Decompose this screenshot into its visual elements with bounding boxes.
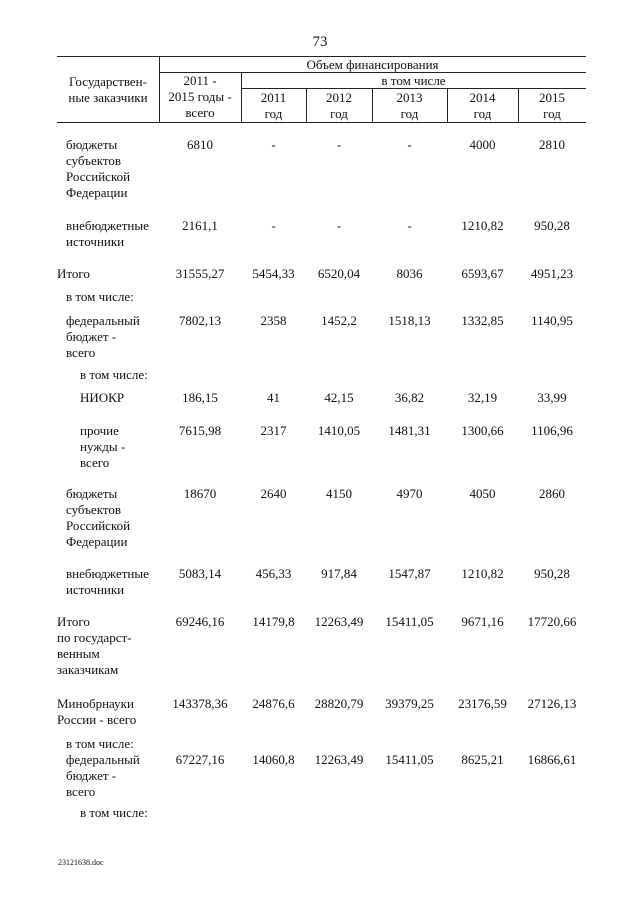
row-label: бюджеты субъектов Российской Федерации (66, 137, 131, 200)
row-value-2012: 12263,49 (314, 614, 364, 629)
row-value-2013: 1547,87 (388, 566, 431, 581)
row-total: 7802,13 (178, 313, 222, 328)
row-value-2012: 12263,49 (314, 752, 364, 767)
row-value-2014: 23176,59 (458, 696, 507, 711)
row-value-2014: 32,19 (467, 390, 498, 405)
row-value-2012: - (336, 218, 342, 233)
row-value-2013: - (407, 137, 412, 152)
row-value-2011: 5454,33 (252, 266, 295, 281)
row-label: в том числе: (80, 367, 148, 382)
including-header: в том числе (381, 73, 446, 88)
row-value-2014: 8625,21 (461, 752, 504, 767)
year-header-2013: 2013 год (396, 90, 423, 121)
total-column-header: 2011 - 2015 годы - всего (168, 73, 232, 120)
row-value-2015: 2810 (539, 137, 565, 152)
row-value-2013: 4970 (396, 486, 423, 501)
year-header-2012: 2012 год (326, 90, 352, 121)
row-value-2012: 6520,04 (317, 266, 361, 281)
document-footer: 23121638.doc (58, 858, 104, 867)
row-value-2011: 14060,8 (252, 752, 295, 767)
row-value-2014: 4000 (469, 137, 496, 152)
row-total: 143378,36 (172, 696, 228, 711)
row-value-2011: 14179,8 (252, 614, 295, 629)
row-total: 67227,16 (175, 752, 225, 767)
row-value-2014: 6593,67 (461, 266, 504, 281)
row-total: 7615,98 (178, 423, 222, 438)
row-value-2012: 28820,79 (314, 696, 364, 711)
row-value-2014: 1300,66 (461, 423, 504, 438)
row-value-2015: 1106,96 (531, 423, 573, 438)
row-label: в том числе: (66, 289, 134, 304)
row-value-2015: 4951,23 (530, 266, 574, 281)
row-value-2011: 41 (267, 390, 280, 405)
row-value-2015: 33,99 (537, 390, 567, 405)
row-total: 2161,1 (182, 218, 218, 233)
row-value-2014: 4050 (469, 486, 496, 501)
row-value-2014: 1210,82 (461, 566, 504, 581)
row-total: 5083,14 (178, 566, 222, 581)
row-value-2014: 1332,85 (461, 313, 504, 328)
row-value-2013: 15411,05 (385, 614, 434, 629)
row-value-2015: 950,28 (534, 566, 570, 581)
row-value-2011: - (271, 137, 276, 152)
funding-volume-header: Объем финансирования (306, 57, 439, 72)
year-header-2014: 2014 год (469, 90, 496, 121)
row-value-2013: 36,82 (394, 390, 425, 405)
row-total: 31555,27 (175, 266, 225, 281)
row-value-2012: 4150 (326, 486, 352, 501)
row-value-2015: 1140,95 (531, 313, 573, 328)
row-value-2013: 15411,05 (385, 752, 434, 767)
header-bottom-rule (57, 122, 586, 123)
row-value-2015: 950,28 (534, 218, 570, 233)
row-value-2014: 9671,16 (461, 614, 504, 629)
row-label: в том числе: федеральный бюджет - всего (66, 736, 140, 799)
row-label: прочие нужды - всего (80, 423, 126, 470)
row-value-2011: 24876,6 (252, 696, 295, 711)
row-label: федеральный бюджет - всего (66, 313, 140, 360)
row-value-2012: 1452,2 (321, 313, 357, 328)
row-value-2014: 1210,82 (461, 218, 504, 233)
row-value-2013: 39379,25 (385, 696, 434, 711)
row-label: Итого (57, 266, 90, 281)
row-value-2012: 42,15 (324, 390, 354, 405)
row-value-2012: 917,84 (321, 566, 357, 581)
row-value-2015: 27126,13 (527, 696, 577, 711)
row-label: Минобрнауки России - всего (57, 696, 137, 727)
row-value-2013: 1518,13 (388, 313, 431, 328)
row-total: 6810 (187, 137, 213, 152)
row-value-2012: 1410,05 (317, 423, 361, 438)
row-label: внебюджетные источники (66, 566, 149, 597)
page-number: 73 (312, 34, 328, 50)
row-value-2013: 1481,31 (388, 423, 431, 438)
row-value-2011: 456,33 (255, 566, 292, 581)
row-value-2013: - (407, 218, 412, 233)
year-header-2015: 2015 год (539, 90, 565, 121)
row-total: 186,15 (182, 390, 218, 405)
row-label: бюджеты субъектов Российской Федерации (66, 486, 131, 549)
row-value-2015: 16866,61 (527, 752, 577, 767)
row-value-2012: - (336, 137, 342, 152)
row-value-2015: 17720,66 (527, 614, 577, 629)
row-value-2011: 2358 (260, 313, 287, 328)
row-value-2011: 2640 (260, 486, 287, 501)
customer-column-header: Государствен- ные заказчики (68, 74, 148, 105)
row-total: 18670 (183, 486, 217, 501)
row-label: в том числе: (80, 805, 148, 820)
row-label: Итого по государст- венным заказчикам (57, 614, 132, 677)
row-value-2013: 8036 (396, 266, 423, 281)
row-label: внебюджетные источники (66, 218, 149, 249)
year-header-2011: 2011 год (260, 90, 287, 121)
row-value-2011: 2317 (260, 423, 287, 438)
row-value-2011: - (271, 218, 276, 233)
row-label: НИОКР (80, 390, 125, 405)
row-value-2015: 2860 (539, 486, 565, 501)
row-total: 69246,16 (175, 614, 225, 629)
